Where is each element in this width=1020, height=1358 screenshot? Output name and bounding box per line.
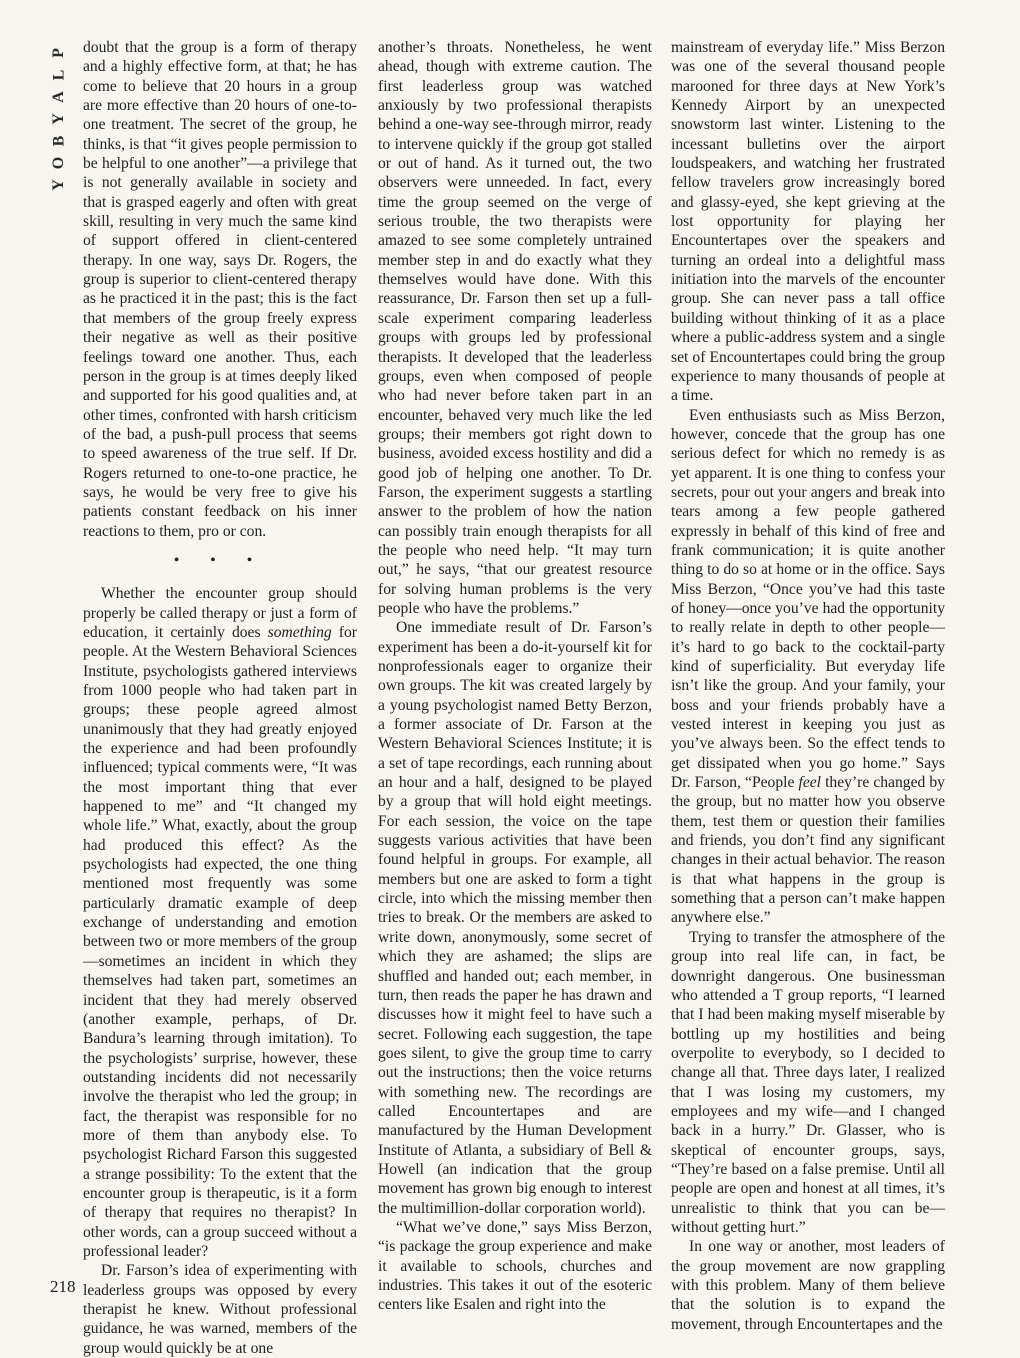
paragraph: doubt that the group is a form of therapy and a highly effective form, at that; he has come to believe that 20 hours in a group are more effective than 20 hours of one-to-one treatment. The secret of the group, he thinks, is that “it gives people permission to be helpful to one another”—a privilege that is not generally available in society and that is grasped eagerly and often with great skill, resulting in very much the same kind of support offered in client-centered therapy. In one way, says Dr. Rogers, the group is superior to client-centered therapy as he practiced it in the past; this is the fact that members of the group freely express their negative as well as their positive feelings toward one another. Thus, each person in the group is at times deeply liked and supported for his good qualities and, at other times, confronted with harsh criticism of the bad, a push-pull process that seems to speed awareness of the true self. If Dr. Rogers returned to one-to-one practice, he says, he would be very free to give his patients constant feedback on his inner reactions to them, pro or con. [83, 39, 357, 540]
section-separator: • • • [174, 552, 266, 568]
paragraph-text: they’re changed by the group, but no matter how you observe them, test them or question their families and friends, you don’t find any significant changes in their actual behavior. The reason is that what happens in the group is something that a person can’t make happen anywhere else.” [671, 774, 945, 927]
paragraph [83, 584, 357, 1261]
page-number: 218 [50, 1277, 76, 1296]
magazine-letter: B [49, 135, 67, 147]
magazine-name-vertical [48, 44, 70, 194]
paragraph: One immediate result of Dr. Farson’s experiment has been a do-it-yourself kit for nonprofessionals eager to organize their own groups. The kit was created largely by a young psychologist named Betty Berzon, a former associate of Dr. Farson at the Western Behavioral Sciences Institute; it is a set of tape recordings, each running about an hour and a half, designed to be played by a group that will hold eight meetings. For each session, the voice on the tape suggests various activities that have been found helpful in groups. For example, all members but one are asked to form a tight circle, into which the missing member then tries to break. Or the members are asked to write down, anonymously, some secret of which they are ashamed; the slips are shuffled and handed out; each member, in turn, then reads the paper he has drawn and discusses how it might feel to have such a secret. Following each suggestion, the tape goes silent, to give the group time to carry out the instructions; then the voice returns with something new. The recordings are called Encountertapes and are manufactured by the Human Development Institute of Atlanta, a subsidiary of Bell & Howell (an indication that the group movement has grown big enough to interest the multimillion-dollar corporation world). [378, 619, 652, 1217]
paragraph-text: Whether the encounter group should properly be called therapy or just a form of education, it certainly does [83, 585, 357, 641]
magazine-letter: L [49, 69, 67, 81]
text-column-3 [671, 38, 945, 1333]
paragraph: Dr. Farson’s idea of experimenting with leaderless groups was opposed by every therapist he knew. Without professional guidance, he was warned, members of the group would quickly be at one [83, 1262, 357, 1357]
paragraph: In one way or another, most leaders of the group movement are now grappling with this problem. Many of them believe that the solution is to expand the movement, through Encountertapes and the [671, 1238, 945, 1333]
paragraph: mainstream of everyday life.” Miss Berzon was one of the several thousand people marooned for three days at New York’s Kennedy Airport by an unexpected snowstorm last winter. Listening to the incessant bulletins over the airport loudspeakers, and watching her frustrated fellow travelers grow increasingly bored and glassy-eyed, she kept grieving at the lost opportunity for playing her Encountertapes over the speakers and turning an ordeal into a delightful mass initiation into the marvels of the encounter group. She can never pass a tall office building without thinking of it as a place where a public-address system and a single set of Encountertapes could bring the group experience to many thousands of people at a time. [671, 39, 945, 405]
text-column-1 [83, 38, 357, 1357]
paragraph: another’s throats. Nonetheless, he went ahead, though with extreme caution. The first leaderless group was watched anxiously by two professional therapists behind a one-way see-through mirror, ready to intervene quickly if the group got stalled or out of hand. As it turned out, the two observers were unneeded. In fact, every time the group seemed on the verge of serious trouble, the two therapists were amazed to see some completely untrained member step in and do exactly what they themselves would have done. With this reassurance, Dr. Farson then set up a full-scale experiment comparing leaderless groups with groups led by professional therapists. It developed that the leaderless groups, even when composed of people who had never before taken part in an encounter, behaved very much like the led groups; their members got right down to business, avoided excess hostility and did a good job of helping one another. To Dr. Farson, the experiment suggests a startling answer to the problem of how the nation can possibly train enough therapists for all the people who need help. “It may turn out,” he says, “that our greatest resource for solving human problems is the very people who have the problems.” [378, 39, 652, 617]
paragraph: “What we’ve done,” says Miss Berzon, “is package the group experience and make it available to schools, churches and industries. This takes it out of the esoteric centers like Esalen and right into the [378, 1218, 652, 1314]
magazine-letter: P [50, 48, 67, 58]
paragraph: Trying to transfer the atmosphere of the group into real life can, in fact, be downright dangerous. One businessman who attended a T group reports, “I learned that I had been making myself miserable by bottling up my hostilities and being overpolite to everybody, so I decided to change all that. Three days later, I realized that I was losing my customers, my employees and my wife—and I changed back in a hurry.” Dr. Glasser, who is skeptical of encounter groups, says, “They’re based on a false premise. Until all people are open and honest at all times, it’s unrealistic to think that you can be—without getting hurt.” [671, 928, 945, 1236]
magazine-letter: O [49, 156, 67, 170]
paragraph [671, 406, 945, 928]
magazine-letter: Y [50, 113, 67, 125]
magazine-letter: A [50, 91, 67, 103]
italic-word: feel [798, 774, 821, 792]
text-column-2 [378, 38, 652, 1314]
italic-word: something [267, 623, 332, 641]
paragraph-text: Even enthusiasts such as Miss Berzon, however, concede that the group has one serious defect for which no remedy is as yet apparent. It is one thing to confess your secrets, pour out your angers and break into tears among a few people gathered expressly in behalf of this kind of free and frank communication; it is quite another thing to do so at home or in the office. Says Miss Berzon, “Once you’ve had this taste of honey—once you’ve had the opportunity to really relate in depth to other people—it’s hard to go back to the cocktail-party kind of superficiality. But everyday life isn’t like the group. And your family, your boss and your friends probably have a vested interest in keeping you just as you’ve always been. So the effect tends to get dissipated when you go home.” Says Dr. Farson, “People [671, 406, 945, 792]
magazine-letter: Y [50, 179, 67, 191]
paragraph-text: for people. At the Western Behavioral Sciences Institute, psychologists gathered interviews from 1000 people who had taken part in groups; these people agreed almost unanimously that they had greatly enjoyed the experience and had been profoundly influenced; typical comments were, “It was the most important thing that ever happened to me” and “It changed my whole life.” What, exactly, about the group had produced this effect? As the psychologists had expected, the one thing mentioned most frequently was some particularly dramatic example of deep exchange of understanding and emotion between two or more members of the group—sometimes an incident in which they themselves had taken part, sometimes an incident that they had merely observed (another example, perhaps, of Dr. Bandura’s learning through imitation). To the psychologists’ surprise, however, these outstanding incidents did not necessarily involve the therapist who led the group; in fact, the therapist was responsible for no more of them than anybody else. To psychologist Richard Farson this suggested a strange possibility: To the extent that the encounter group is therapeutic, is it a form of therapy that requires no therapist? In other words, can a group succeed without a professional leader? [83, 623, 357, 1260]
